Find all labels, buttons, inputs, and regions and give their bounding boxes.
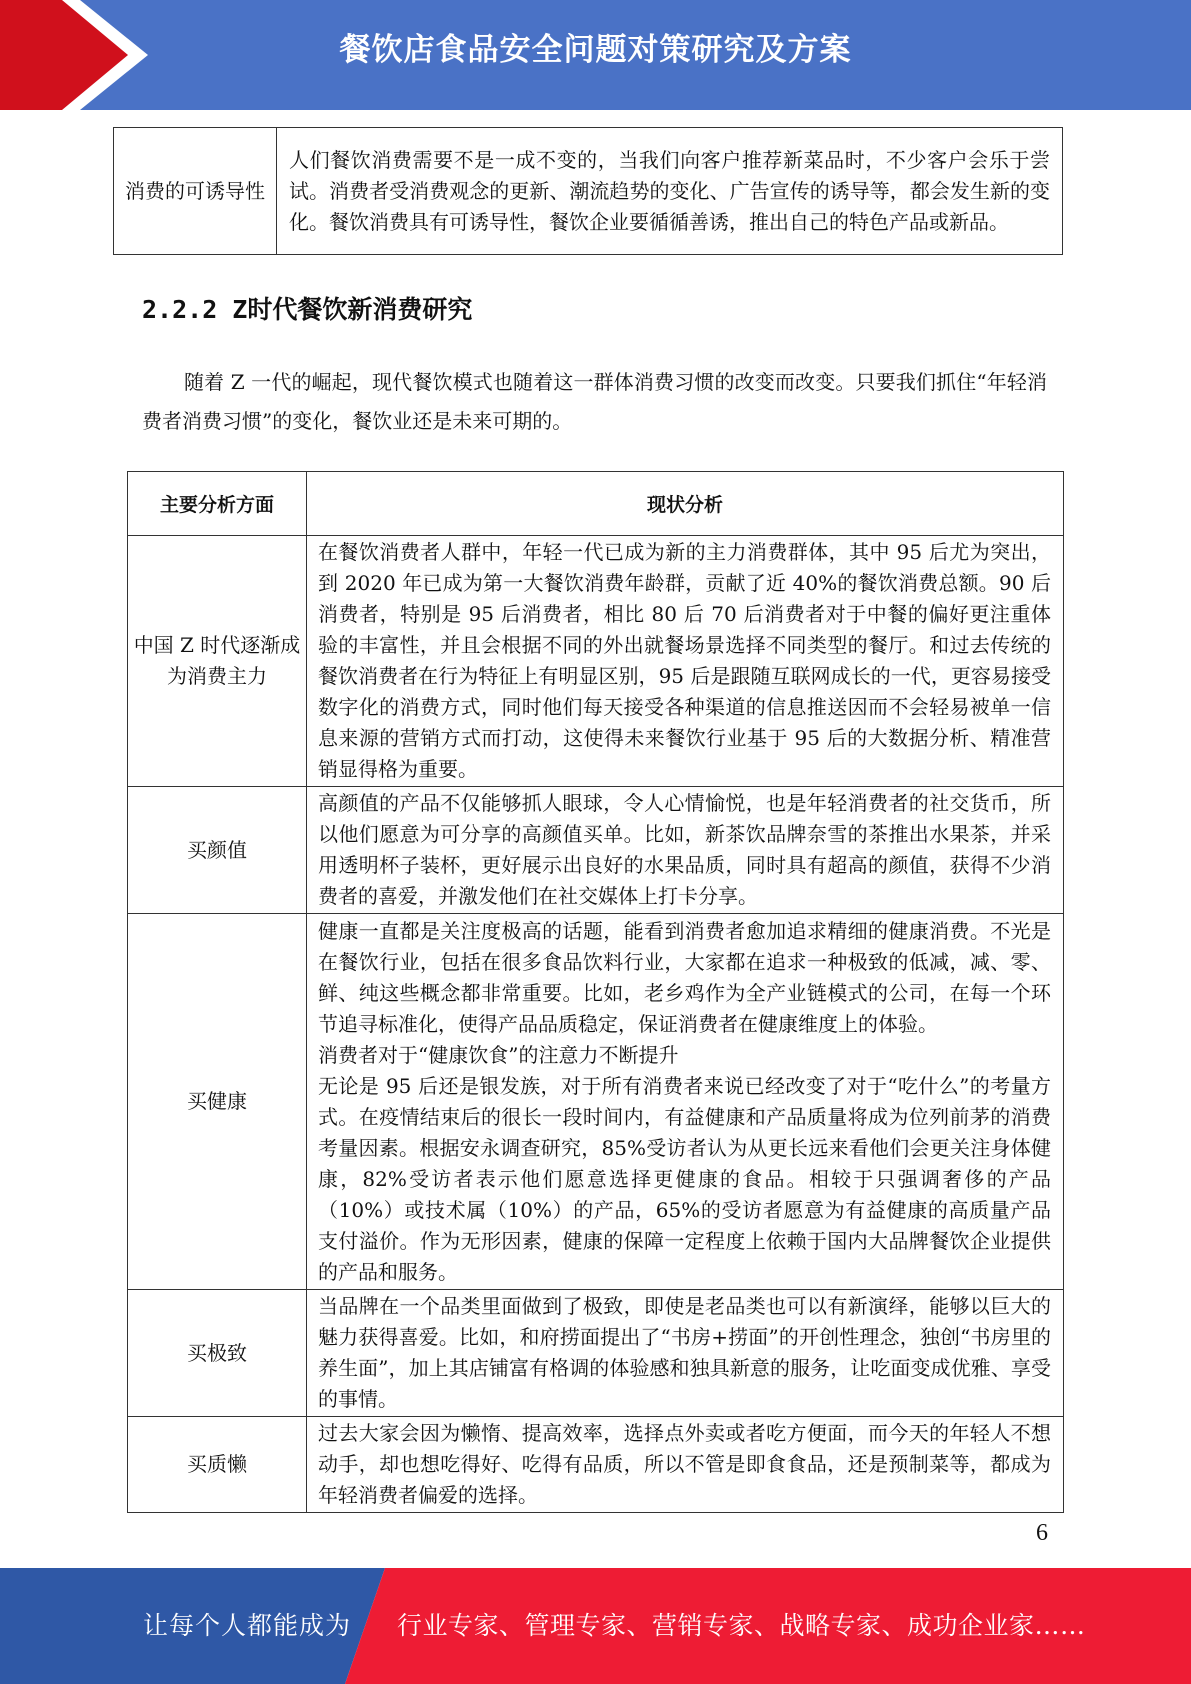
header-title: 餐饮店食品安全问题对策研究及方案 bbox=[339, 32, 852, 68]
analysis-text: 健康一直都是关注度极高的话题，能看到消费者愈加追求精细的健康消费。不光是在餐饮行业，包括在很多食品饮料行业，大家都在追求一种极致的低减，减、零、鲜、纯这些概念都非常重要。比如，老乡鸡作为全产业链模式的公司，在每一个环节追寻标准化，使得产品品质稳定，保证消费者在健康维度上的体验。 bbox=[318, 918, 1051, 1036]
footer-slogan-left: 让每个人都能成为 bbox=[143, 1611, 352, 1640]
gen-z-analysis-table bbox=[127, 471, 1064, 1513]
table-row bbox=[128, 536, 1064, 787]
aspect-cell: 买健康 bbox=[128, 914, 307, 1290]
table-row bbox=[128, 914, 1064, 1290]
analysis-text-continued: 无论是 95 后还是银发族，对于所有消费者来说已经改变了对于“吃什么”的考量方式。在疫情结束后的很长一段时间内，有益健康和产品质量将成为位列前茅的消费考量因素。根据安永调查研究，85%受访者认为从更长远来看他们会更关注身体健康，82%受访者表示他们愿意选择更健康的食品。相较于只强调奢侈的产品（10%）或技术属（10%）的产品，65%的受访者愿意为有益健康的高质量产品支付溢价。作为无形因素，健康的保障一定程度上依赖于国内大品牌餐饮企业提供的产品和服务。 bbox=[318, 1073, 1051, 1284]
footer-slogan-right: 行业专家、管理专家、营销专家、战略专家、成功企业家…… bbox=[397, 1611, 1086, 1640]
analysis-cell bbox=[307, 914, 1064, 1290]
aspect-cell: 买质懒 bbox=[128, 1417, 307, 1513]
consumption-trait-table bbox=[113, 127, 1063, 255]
analysis-cell: 过去大家会因为懒惰、提高效率，选择点外卖或者吃方便面，而今天的年轻人不想动手，却也想吃得好、吃得有品质，所以不管是即食食品，还是预制菜等，都成为年轻消费者偏爱的选择。 bbox=[307, 1417, 1064, 1513]
analysis-cell: 当品牌在一个品类里面做到了极致，即使是老品类也可以有新演绎，能够以巨大的魅力获得喜爱。比如，和府捞面提出了“书房+捞面”的开创性理念，独创“书房里的养生面”，加上其店铺富有格调的体验感和独具新意的服务，让吃面变成优雅、享受的事情。 bbox=[307, 1290, 1064, 1417]
table-header-row bbox=[128, 472, 1064, 536]
aspect-cell: 买颜值 bbox=[128, 787, 307, 914]
aspect-cell: 消费的可诱导性 bbox=[114, 128, 277, 255]
table-row bbox=[128, 787, 1064, 914]
description-cell: 人们餐饮消费需要不是一成不变的，当我们向客户推荐新菜品时，不少客户会乐于尝试。消费者受消费观念的更新、潮流趋势的变化、广告宣传的诱导等，都会发生新的变化。餐饮消费具有可诱导性，餐饮企业要循循善诱，推出自己的特色产品或新品。 bbox=[277, 128, 1063, 255]
page-header bbox=[0, 0, 1191, 110]
analysis-subheading: 消费者对于“健康饮食”的注意力不断提升 bbox=[318, 1042, 679, 1067]
section-heading: 2.2.2 Z时代餐饮新消费研究 bbox=[142, 295, 473, 324]
analysis-cell: 高颜值的产品不仅能够抓人眼球，令人心情愉悦，也是年轻消费者的社交货币，所以他们愿意为可分享的高颜值买单。比如，新茶饮品牌奈雪的茶推出水果茶，并采用透明杯子装杯，更好展示出良好的水果品质，同时具有超高的颜值，获得不少消费者的喜爱，并激发他们在社交媒体上打卡分享。 bbox=[307, 787, 1064, 914]
page-footer bbox=[0, 1568, 1191, 1684]
table-row bbox=[128, 1290, 1064, 1417]
header-aspect: 主要分析方面 bbox=[128, 472, 307, 536]
aspect-cell: 中国 Z 时代逐渐成为消费主力 bbox=[128, 536, 307, 787]
header-analysis: 现状分析 bbox=[307, 472, 1064, 536]
page-number: 6 bbox=[1036, 1520, 1048, 1546]
table-row bbox=[114, 128, 1063, 255]
table-row bbox=[128, 1417, 1064, 1513]
analysis-cell: 在餐饮消费者人群中，年轻一代已成为新的主力消费群体，其中 95 后尤为突出，到 2020 年已成为第一大餐饮消费年龄群，贡献了近 40%的餐饮消费总额。90 后消费者，特别是 95 后消费者，相比 80 后 70 后消费者对于中餐的偏好更注重体验的丰富性，并且会根据不同的外出就餐场景选择不同类型的餐厅。和过去传统的餐饮消费者在行为特征上有明显区别，95 后是跟随互联网成长的一代，更容易接受数字化的消费方式，同时他们每天接受各种渠道的信息推送因而不会轻易被单一信息来源的营销方式而打动，这使得未来餐饮行业基于 95 后的大数据分析、精准营销显得格为重要。 bbox=[307, 536, 1064, 787]
intro-paragraph: 随着 Z 一代的崛起，现代餐饮模式也随着这一群体消费习惯的改变而改变。只要我们抓住“年轻消费者消费习惯”的变化，餐饮业还是未来可期的。 bbox=[142, 370, 1047, 433]
aspect-cell: 买极致 bbox=[128, 1290, 307, 1417]
